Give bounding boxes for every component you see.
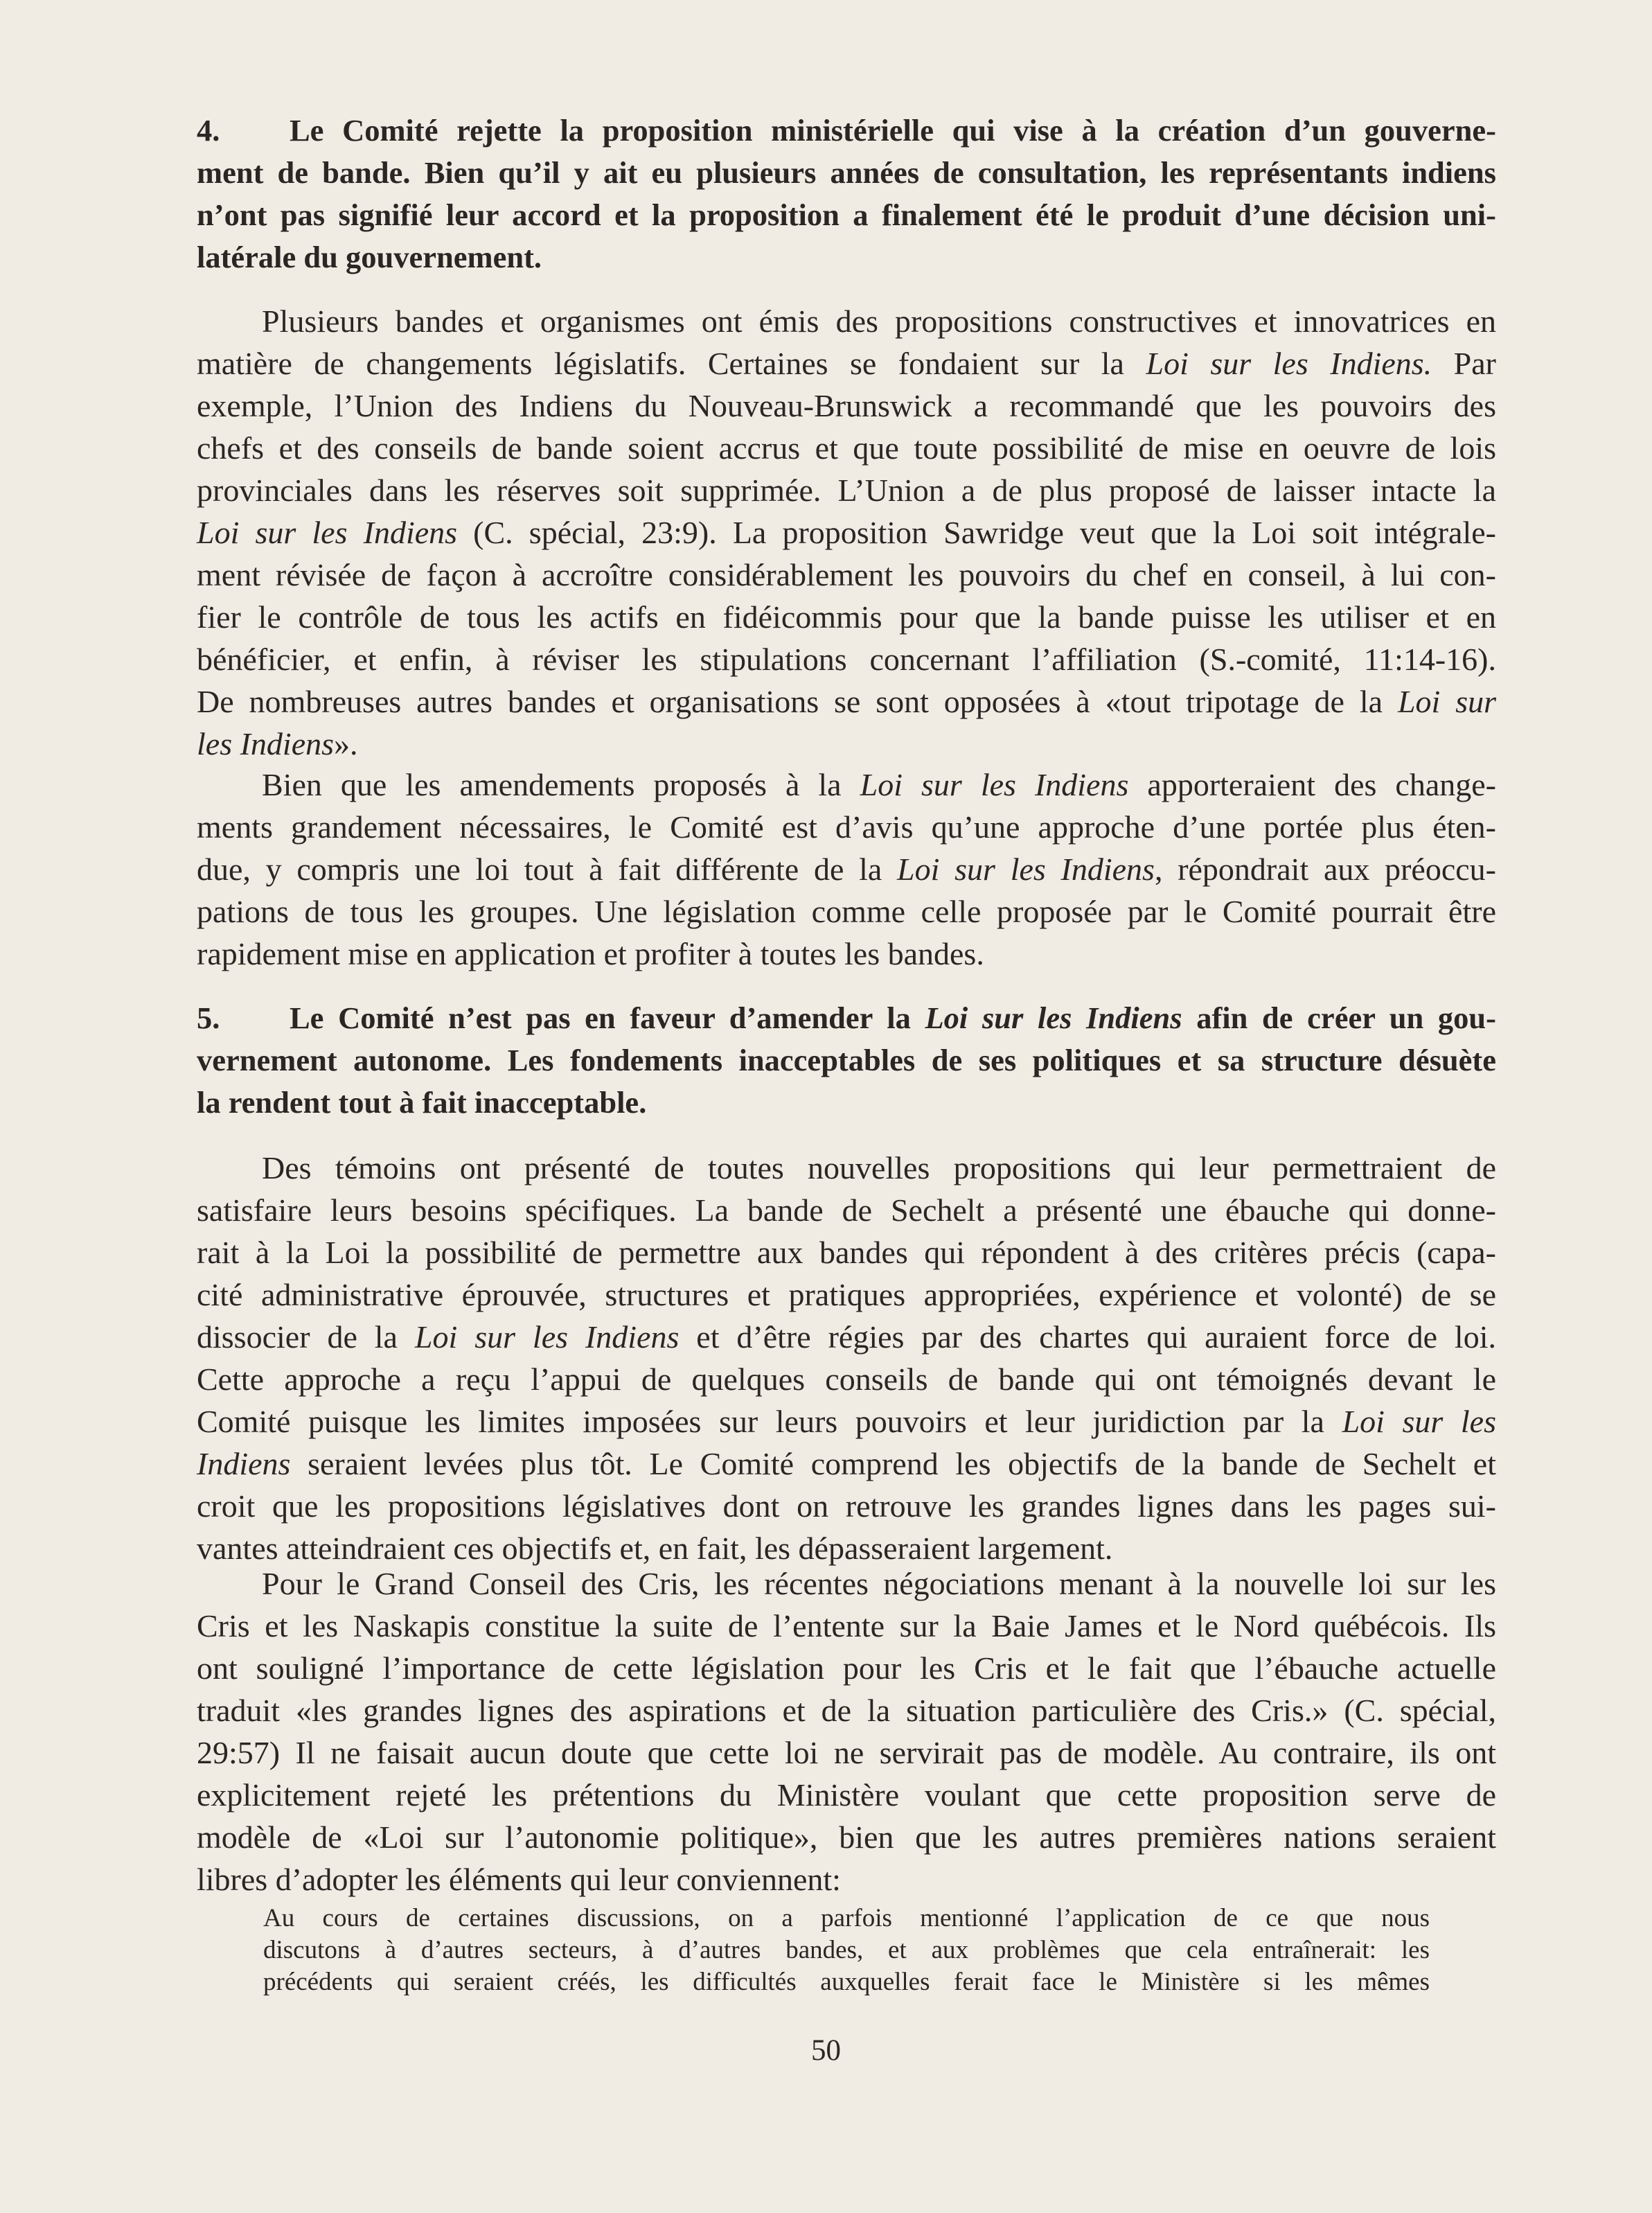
law-title-italic: Indiens (197, 1446, 291, 1481)
law-title-italic: les Indiens (197, 726, 335, 761)
text-run: (C. spécial, 23:9). La proposition Sawridge veut que la Loi soit intégrale- (457, 515, 1496, 550)
paragraph-line: fier le contrôle de tous les actifs en fidéicommis pour que la bande puisse les utiliser et en (197, 599, 1496, 635)
paragraph-line: traduit «les grandes lignes des aspirations et de la situation particulière des Cris.» (C. spécial, (197, 1693, 1496, 1728)
paragraph-line: ments grandement nécessaires, le Comité est d’avis qu’une approche d’une portée plus éten- (197, 809, 1496, 845)
paragraph-line (197, 1443, 1496, 1485)
paragraph-line (197, 680, 1496, 723)
recommendation-text-line: latérale du gouvernement. (197, 240, 542, 274)
paragraph-line: rait à la Loi la possibilité de permettre aux bandes qui répondent à des critères précis (capa- (197, 1235, 1496, 1270)
paragraph-line: provinciales dans les réserves soit supprimée. L’Union a de plus proposé de laisser intacte la (197, 473, 1496, 508)
text-run: Comité puisque les limites imposées sur leurs pouvoirs et leur juridiction par la (197, 1404, 1342, 1439)
paragraph-line (197, 723, 1496, 765)
paragraph-line (197, 342, 1496, 385)
paragraph-line: croit que les propositions législatives dont on retrouve les grandes lignes dans les pages sui- (197, 1488, 1496, 1524)
paragraph-grand-council-cree (197, 1562, 1496, 1901)
paragraph-line (197, 848, 1496, 890)
paragraph-amendments (197, 764, 1496, 975)
paragraph-line: 29:57) Il ne faisait aucun doute que cette loi ne servirait pas de modèle. Au contraire, ils ont (197, 1735, 1496, 1770)
text-run: ». (334, 726, 358, 761)
quotation-line: Au cours de certaines discussions, on a parfois mentionné l’application de ce que nous (263, 1904, 1430, 1932)
paragraph-line: satisfaire leurs besoins spécifiques. La bande de Sechelt a présenté une ébauche qui donne- (197, 1192, 1496, 1228)
text-run: dissocier de la (197, 1319, 415, 1355)
recommendation-5 (197, 997, 1496, 1124)
recommendation-text-line: vernement autonome. Les fondements inacceptables de ses politiques et sa structure désuète (197, 1043, 1496, 1077)
law-title-italic: Loi sur (1397, 684, 1497, 719)
law-title-italic: Loi sur les Indiens. (1146, 346, 1432, 381)
paragraph-line: rapidement mise en application et profiter à toutes les bandes. (197, 936, 984, 971)
paragraph-line: Des témoins ont présenté de toutes nouvelles propositions qui leur permettraient de (262, 1150, 1496, 1185)
recommendation-number: 5. (197, 1000, 220, 1035)
paragraph-line: pations de tous les groupes. Une législation comme celle proposée par le Comité pourrait être (197, 894, 1496, 929)
paragraph-line: cité administrative éprouvée, structures et pratiques appropriées, expérience et volonté) de se (197, 1277, 1496, 1312)
paragraph-line: explicitement rejeté les prétentions du Ministère voulant que cette proposition serve de (197, 1777, 1496, 1813)
paragraph-line: chefs et des conseils de bande soient accrus et que toute possibilité de mise en oeuvre de lois (197, 430, 1496, 466)
text-run: , répondrait aux préoccu- (1154, 852, 1497, 887)
recommendation-text-line (197, 997, 1496, 1039)
recommendation-text-line: la rendent tout à fait inacceptable. (197, 1085, 647, 1120)
paragraph-line: bénéficier, et enfin, à réviser les stipulations concernant l’affiliation (S.-comité, 11:14-16). (197, 642, 1496, 677)
text-run: Par (1432, 346, 1496, 381)
text-run: apporteraient des change- (1128, 767, 1496, 802)
paragraph-line: modèle de «Loi sur l’autonomie politique», bien que les autres premières nations seraient (197, 1819, 1496, 1855)
text-run: et d’être régies par des chartes qui auraient force de loi. (679, 1319, 1496, 1355)
law-title-italic: Loi sur les (1342, 1404, 1496, 1439)
text-run: seraient levées plus tôt. Le Comité comprend les objectifs de la bande de Sechelt et (290, 1446, 1496, 1481)
paragraph-line (197, 511, 1496, 554)
paragraph-line (197, 1316, 1496, 1358)
recommendation-number: 4. (197, 113, 220, 148)
paragraph-legislative-proposals (197, 300, 1496, 765)
law-title-italic: Loi sur les Indiens (925, 1000, 1182, 1035)
law-title-italic: Loi sur les Indiens (414, 1319, 680, 1355)
text-run: matière de changements législatifs. Certaines se fondaient sur la (197, 346, 1146, 381)
paragraph-line: Plusieurs bandes et organismes ont émis des propositions constructives et innovatrices en (262, 303, 1496, 339)
quotation-line: précédents qui seraient créés, les difficultés auxquelles ferait face le Ministère si les mêmes (263, 1968, 1430, 1996)
recommendation-text-line: Le Comité rejette la proposition ministérielle qui vise à la création d’un gouverne- (290, 113, 1496, 148)
paragraph-line: vantes atteindraient ces objectifs et, en fait, les dépasseraient largement. (197, 1531, 1113, 1566)
law-title-italic: Loi sur les Indiens (197, 515, 458, 550)
text-run: Le Comité n’est pas en faveur d’amender la (290, 1000, 925, 1035)
paragraph-line (197, 764, 1496, 806)
recommendation-4 (197, 109, 1496, 279)
paragraph-line: Cette approche a reçu l’appui de quelques conseils de bande qui ont témoignés devant le (197, 1361, 1496, 1397)
paragraph-line: Cris et les Naskapis constitue la suite de l’entente sur la Baie James et le Nord québécois. Ils (197, 1608, 1496, 1643)
text-run: Bien que les amendements proposés à la (262, 767, 860, 802)
paragraph-new-proposals (197, 1147, 1496, 1569)
paragraph-line: ont souligné l’importance de cette législation pour les Cris et le fait que l’ébauche actuelle (197, 1650, 1496, 1686)
recommendation-text-line: n’ont pas signifié leur accord et la proposition a finalement été le produit d’une décision uni- (197, 197, 1496, 232)
quotation-line: discutons à d’autres secteurs, à d’autres bandes, et aux problèmes que cela entraînerait: les (263, 1936, 1430, 1964)
law-title-italic: Loi sur les Indiens (897, 852, 1155, 887)
paragraph-line: Pour le Grand Conseil des Cris, les récentes négociations menant à la nouvelle loi sur les (262, 1566, 1496, 1601)
text-run: due, y compris une loi tout à fait différente de la (197, 852, 898, 887)
recommendation-text-line: ment de bande. Bien qu’il y ait eu plusieurs années de consultation, les représentants indiens (197, 155, 1496, 190)
block-quotation (263, 1903, 1430, 1998)
paragraph-line: exemple, l’Union des Indiens du Nouveau-Brunswick a recommandé que les pouvoirs des (197, 388, 1496, 423)
text-run: De nombreuses autres bandes et organisations se sont opposées à «tout tripotage de la (197, 684, 1398, 719)
paragraph-line (197, 1400, 1496, 1443)
text-run: afin de créer un gou- (1182, 1000, 1496, 1035)
paragraph-line: ment révisée de façon à accroître considérablement les pouvoirs du chef en conseil, à lui con- (197, 557, 1496, 592)
page-number: 50 (811, 2034, 841, 2067)
law-title-italic: Loi sur les Indiens (860, 767, 1129, 802)
paragraph-line: libres d’adopter les éléments qui leur conviennent: (197, 1862, 841, 1897)
